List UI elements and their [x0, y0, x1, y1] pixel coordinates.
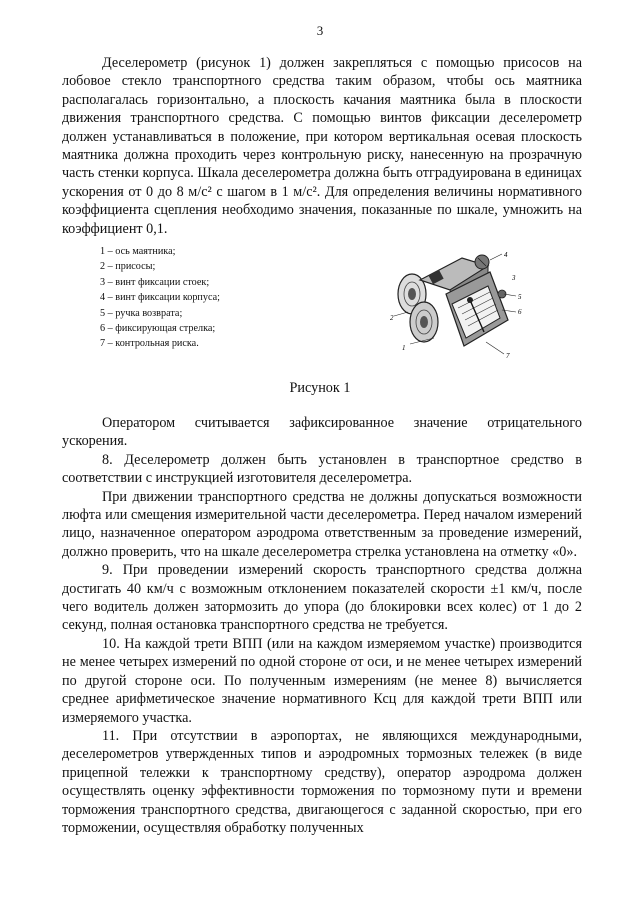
legend-item: 2 – присосы;: [100, 261, 156, 273]
legend-item: 7 – контрольная риска.: [100, 338, 199, 350]
figure-label: 4: [504, 251, 508, 259]
figure-label: 1: [402, 344, 406, 352]
figure-caption: Рисунок 1: [289, 380, 351, 396]
intro-block: [62, 54, 582, 238]
decelerometer-illustration: [390, 250, 530, 362]
figure-label: 2: [390, 314, 394, 322]
intro-paragraph: Деселерометр (рисунок 1) должен закрепляться с помощью присосов на лобовое стекло транспортного средства таким образом, чтобы ось маятника располагалась горизонтально, а плоскость качания маятника была в плоскости движения транспортного средства. С помощью винтов фиксации деселерометр должен устанавливаться в положение, при котором вертикальная осевая плоскость маятника должна проходить через контрольную риску, нанесенную на прозрачную часть стенки корпуса. Шкала деселерометра должна быть отградуирована в единицах ускорения от 0 до 8 м/с² с шагом в 1 м/с². Для определения величины нормативного коэффициента сцепления необходимо значения, показанные по шкале, умножить на коэффициент 0,1.: [62, 55, 582, 237]
figure-legend: [100, 244, 220, 352]
paragraph: Оператором считывается зафиксированное значение отрицательного ускорения.: [62, 415, 582, 450]
paragraph: При движении транспортного средства не должны допускаться возможности люфта или смещения измерительной части деселерометра. Перед началом измерений лицо, назначенное оператором аэродрома ответственным за проведение измерений, должно проверить, что на шкале деселерометра стрелка установлена на отметку «0».: [62, 488, 582, 560]
legend-item: 6 – фиксирующая стрелка;: [100, 323, 216, 335]
body-text: [62, 414, 582, 837]
page-number: 3: [316, 23, 324, 38]
figure-label: 7: [506, 352, 510, 360]
legend-item: 4 – винт фиксации корпуса;: [100, 292, 220, 304]
legend-item: 3 – винт фиксации стоек;: [100, 276, 210, 288]
figure-label: 6: [518, 308, 522, 316]
figure-label: 3: [512, 274, 516, 282]
figure-label: 5: [518, 293, 522, 301]
paragraph: 10. На каждой трети ВПП (или на каждом измеряемом участке) производится не менее четырех измерений по одной стороне от оси, и не менее четырех измерений по другой стороне оси. По полученным измерениям (не менее 8) вычисляется среднее арифметическое значение нормативного Ксц для каждой трети ВПП или измеряемого участка.: [62, 635, 582, 726]
paragraph: 9. При проведении измерений скорость транспортного средства должна достигать 40 км/ч с возможным отклонением показателей скорости ±1 км/ч, после чего водитель должен затормозить до упора (до блокировки всех колес) от 1 до 2 секунд, полная остановка транспортного средства не требуется.: [62, 562, 582, 634]
paragraph: 11. При отсутствии в аэропортах, не являющихся международными, деселерометров утвержденных типов и аэродромных тормозных тележек (в виде прицепной тележки к транспортному средству), оператор аэродрома должен осуществлять оценку эффективности торможения по тормозному пути и времени торможения транспортного средства, двигающегося с заданной скоростью, при его торможении, осуществляя обработку полученных: [62, 727, 582, 836]
paragraph: 8. Деселерометр должен быть установлен в транспортное средство в соответствии с инструкцией изготовителя деселерометра.: [62, 451, 582, 487]
decelerometer-figure: [390, 250, 530, 362]
legend-item: 5 – ручка возврата;: [100, 307, 183, 319]
legend-item: 1 – ось маятника;: [100, 246, 176, 257]
